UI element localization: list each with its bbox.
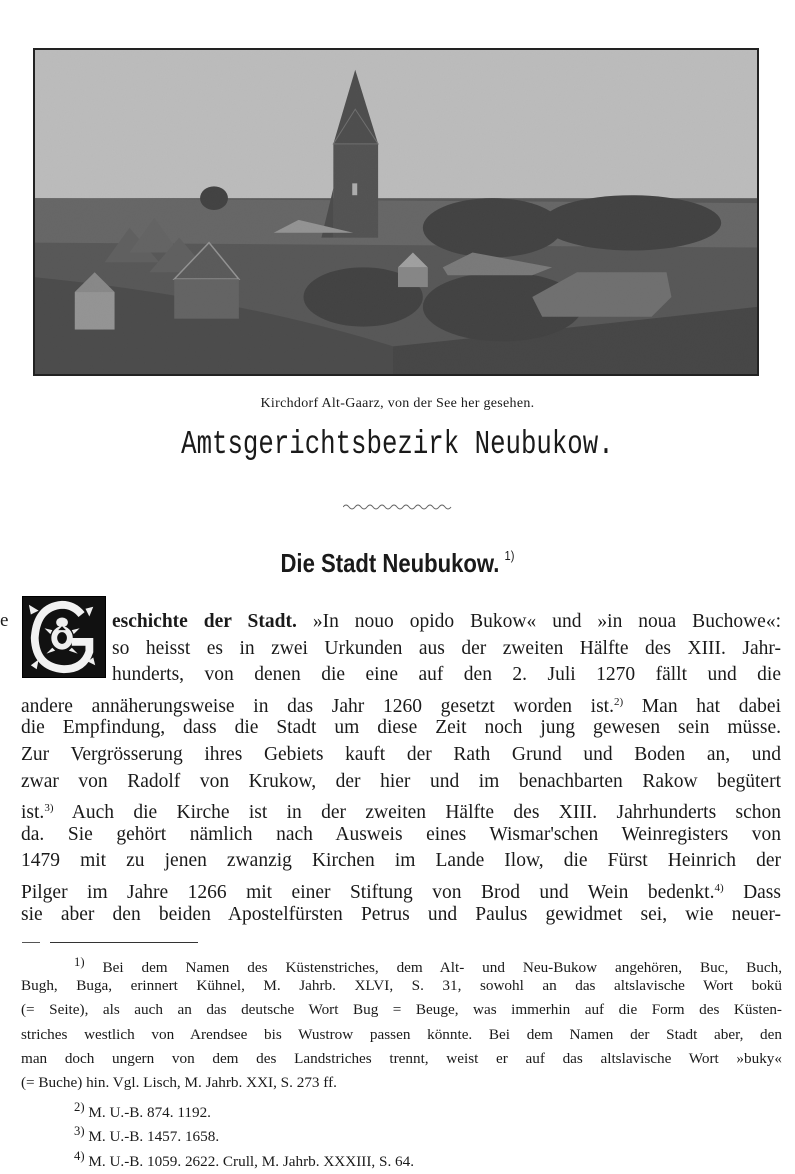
- footnote-ref-1[interactable]: 1): [504, 548, 515, 563]
- text-line: hunderts, von denen die eine auf den 2. Juli 1270 fällt und die: [112, 664, 781, 686]
- footnote-2-marker: 2): [74, 1100, 85, 1115]
- footnote-1-line: $^{1)}$ Bei dem Namen des Küstenstriches, dem Alt- und Neu-Bukow angehören, Buc, Buch,: [74, 955, 783, 977]
- section-title-text: Die Stadt Neubukow.: [280, 548, 500, 578]
- text-line: Zur Vergrösserung ihres Gebiets kauft der Rath Grund und Boden an, und: [21, 743, 781, 765]
- text-line: ist.$^{3)}$ Auch die Kirche ist in der zweiten Hälfte des XIII. Jahrhunderts schon: [21, 802, 781, 824]
- footnote-2: $^{2)}$ M. U.-B. 874. 1192.: [74, 1100, 211, 1122]
- footnote-3-marker: 3): [74, 1124, 85, 1139]
- margin-letter: e: [0, 610, 9, 631]
- district-title: Amtsgerichtsbezirk Neubukow.: [181, 426, 614, 463]
- footnote-1-line: man doch ungern von dem des Landstriches trennt, weist er auf das altslavische Wort »buky«: [21, 1049, 782, 1067]
- church-village-illustration: [35, 50, 757, 374]
- photo-caption: Kirchdorf Alt-Gaarz, von der See her gesehen.: [260, 396, 535, 411]
- section-title: [60, 548, 736, 579]
- footnote-3: $^{3)}$ M. U.-B. 1457. 1658.: [74, 1124, 220, 1146]
- run-in-heading: eschichte der Stadt.: [112, 611, 297, 632]
- footnote-ref-4[interactable]: 4): [714, 881, 724, 894]
- footnote-ref-3[interactable]: 3): [44, 802, 54, 815]
- text-line: sie aber den beiden Apostelfürsten Petrus und Paulus gewidmet sei, wie neuer-: [21, 903, 781, 925]
- text-line: so heisst es in zwei Urkunden aus der zweiten Hälfte des XIII. Jahr-: [112, 637, 781, 659]
- footnote-separator: [22, 942, 182, 943]
- text-line: 1479 mit zu jenen zwanzig Kirchen im Lande Ilow, die Fürst Heinrich der: [21, 850, 781, 872]
- footnote-1-line: striches westlich von Arendsee bis Wustrow passen könnte. Bei dem Namen der Stadt aber, den: [21, 1025, 782, 1043]
- text-line: zwar von Radolf von Krukow, der hier und im benachbarten Rakow begütert: [21, 770, 781, 792]
- text-line: da. Sie gehört nämlich nach Ausweis eines Wismar'schen Weinregisters von: [21, 823, 781, 845]
- footnote-ref-2[interactable]: 2): [613, 695, 624, 708]
- footnote-1-line: (= Buche) hin. Vgl. Lisch, M. Jahrb. XXI, S. 273 ff.: [21, 1073, 337, 1091]
- footnote-1-marker: 1): [74, 955, 85, 969]
- wavy-rule-ornament: [343, 502, 453, 512]
- text-line: die Empfindung, dass die Stadt um diese Zeit noch jung gewesen sein müsse.: [21, 717, 781, 739]
- footnote-1-line: Bugh, Buga, erinnert Kühnel, M. Jahrb. XLVI, S. 31, sowohl an das altslavische Wort bokü: [21, 977, 782, 995]
- footnote-4: $^{4)}$ M. U.-B. 1059. 2622. Crull, M. Jahrb. XXXIII, S. 64.: [74, 1148, 415, 1170]
- text-line: Pilger im Jahre 1266 mit einer Stiftung von Brod und Wein bedenkt.$^{4)}$ Dass: [21, 881, 781, 903]
- village-photo: [33, 48, 759, 376]
- footnote-4-marker: 4): [74, 1148, 85, 1163]
- footnotes: [21, 950, 782, 1168]
- footnote-1-line: (= Seite), als auch an das deutsche Wort Bug = Beuge, was immerhin auf die Form des Küsten-: [21, 1001, 782, 1019]
- text-line: eschichte der Stadt. »In nouo opido Bukow« und »in noua Buchowe«:: [112, 611, 781, 632]
- text-line: andere annäherungsweise in das Jahr 1260 gesetzt worden ist.$^{2)}$ Man hat dabei: [21, 695, 781, 717]
- body-text: [21, 609, 781, 928]
